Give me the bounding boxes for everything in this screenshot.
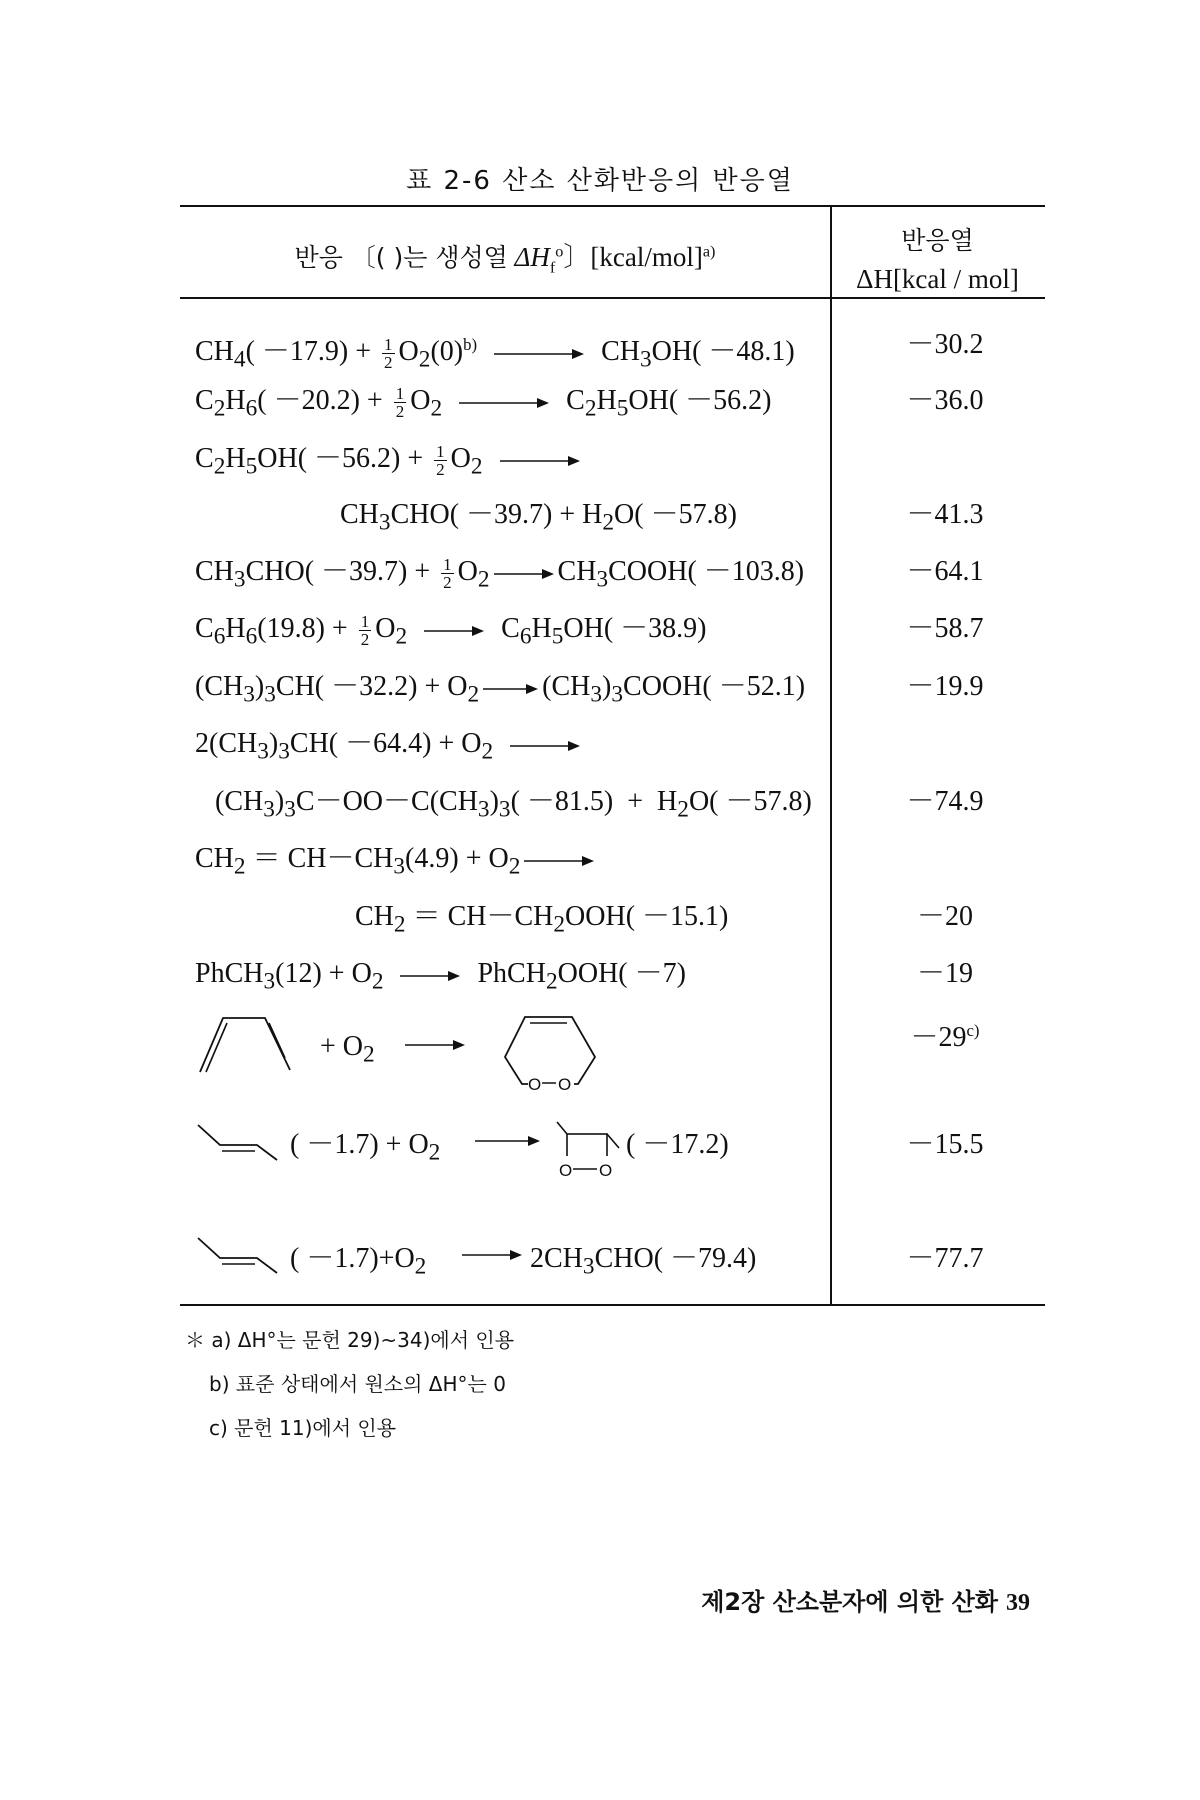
arrow-icon [424,625,484,637]
heat-value-4: －64.1 [906,556,984,587]
page-number: 39 [1006,1590,1030,1616]
reaction-row-2: $C_2H_6( -20.2)$ + $\frac{1}{2}$ $O_2$ $C_2H_5OH( -56.2)$ [195,384,772,422]
arrow-icon [475,1134,540,1148]
note-b: b) 표준 상태에서 원소의 ΔH°는 0 [209,1372,506,1396]
table-top-rule [180,205,1045,207]
heat-value-12: －77.7 [906,1243,984,1274]
heat-value-5: －58.7 [906,613,984,644]
heat-value-1: －30.2 [906,329,984,360]
heat-value-9: －19 [916,958,973,989]
reaction-row-8a: $CH_2 = CH-CH_3(4.9) + O_2$ [195,842,598,884]
product-label-b: CHO( －79.4) [594,1243,757,1274]
header-note-a: a) [702,242,716,261]
plus-o2-label: + O [320,1031,364,1062]
reaction-row-7b: $(CH_3)_3C-OO-C(CH_3)_3( -81.5) + H_2O( -57.8)$ [215,786,812,823]
table-column-divider [830,207,832,1306]
butadiene-structure-icon [195,1010,295,1080]
reaction-row-11-left [290,1128,440,1170]
arrow-icon [494,348,584,360]
reaction-row-6: $(CH_3)_3CH( -32.2) + O_2$ $(CH_3)_3COOH( -52.1)$ [195,671,806,708]
cyclic-peroxide-structure-icon [500,1012,600,1102]
arrow-icon [494,568,554,580]
o2-subscript: 2 [363,1041,375,1068]
reaction-row-9: PhCH$_3$(12) + $O_2$ PhCH$_2$OOH( －7) [195,958,686,995]
arrow-icon [524,855,594,867]
arrow-icon [510,740,580,752]
reaction-row-3b: $CH_3CHO( -39.7) + H_2O( -57.8)$ [340,499,737,536]
note-marker: ＊ [185,1328,205,1352]
arrow-icon [459,397,549,409]
reaction-row-4: $CH_3CHO( -39.7)$ + $\frac{1}{2}$ $O_2$ $CH_3COOH( -103.8)$ [195,555,805,593]
header-heat-unit: ΔH[kcal / mol] [856,264,1019,294]
arrow-icon [500,455,580,467]
header-delta-h: ΔH [514,242,550,272]
butene-structure-icon-2 [195,1233,280,1273]
note-a-text: a) ΔH°는 문헌 29)~34)에서 인용 [211,1328,515,1352]
heat-value-10-note: c) [966,1021,980,1040]
dioxetane-oxygen-1: O [559,1161,573,1180]
chapter-title: 제2장 산소분자에 의한 산화 [701,1588,998,1616]
heat-value-7: －74.9 [906,786,984,817]
arrow-icon [400,970,460,982]
reaction-row-11-product: ( －17.2) [626,1129,729,1160]
reaction-row-12-product [530,1242,756,1284]
heat-value-8: －20 [916,901,973,932]
reaction-row-12-left [290,1242,426,1284]
heat-value-11: －15.5 [906,1129,984,1160]
header-heat-label: 반응열 [901,226,974,255]
header-reaction-label: 반응 〔( )는 생성열 [294,243,508,272]
reactant-heat-label-2: ( －1.7)+O [290,1243,415,1274]
product-label-a: 2CH [530,1243,583,1274]
header-reaction [180,235,830,277]
heat-value-2: －36.0 [906,385,984,416]
table-title: 표 2-6 산소 산화반응의 반응열 [406,166,794,196]
note-c: c) 문헌 11)에서 인용 [209,1416,397,1440]
dioxetane-oxygen-2: O [599,1161,613,1180]
o2-subscript: 2 [428,1139,441,1166]
arrow-icon [483,683,538,695]
heat-value-6: －19.9 [906,671,984,702]
table-bottom-rule [180,1304,1045,1306]
header-sup-o: o [555,242,564,261]
arrow-icon [462,1248,522,1262]
table-notes [185,1318,514,1450]
ring-oxygen-1: O [528,1075,542,1094]
heat-value-10 [860,1014,1030,1055]
arrow-icon [405,1038,465,1052]
header-sub-f: f [549,258,556,277]
note-a [185,1318,514,1362]
reactant-heat-label: ( －1.7) + O [290,1129,429,1160]
dioxetane-structure-icon [555,1120,625,1185]
heat-value-10-num: －29 [910,1022,967,1054]
reaction-row-5: $C_6H_6(19.8)$ + $\frac{1}{2}$ $O_2$ $C_6H_5OH( -38.9)$ [195,612,707,650]
reaction-row-8b: $CH_2 = CH-CH_2OOH( -15.1)$ [355,901,729,938]
reaction-row-1: $CH_4( -17.9)$ + $\frac{1}{2}$ $O_2(0)^{b)}$ $CH_3OH( -48.1)$ [195,335,795,373]
butene-structure-icon [195,1120,280,1160]
heat-value-3: －41.3 [906,499,984,530]
o2-subscript: 2 [414,1253,427,1280]
page-footer [0,1582,1030,1617]
header-heat [830,222,1045,298]
ring-oxygen-2: O [558,1075,572,1094]
reaction-row-7a: $2(CH_3)_3CH( -64.4) + O_2$ [195,727,590,769]
header-unit: 〕[kcal/mol] [563,242,703,272]
product-subscript: 3 [582,1253,595,1280]
reaction-row-3a: $C_2H_5OH( -56.2)$ + $\frac{1}{2}$ $O_2$ [195,442,590,484]
reaction-row-10-plus [320,1030,375,1072]
